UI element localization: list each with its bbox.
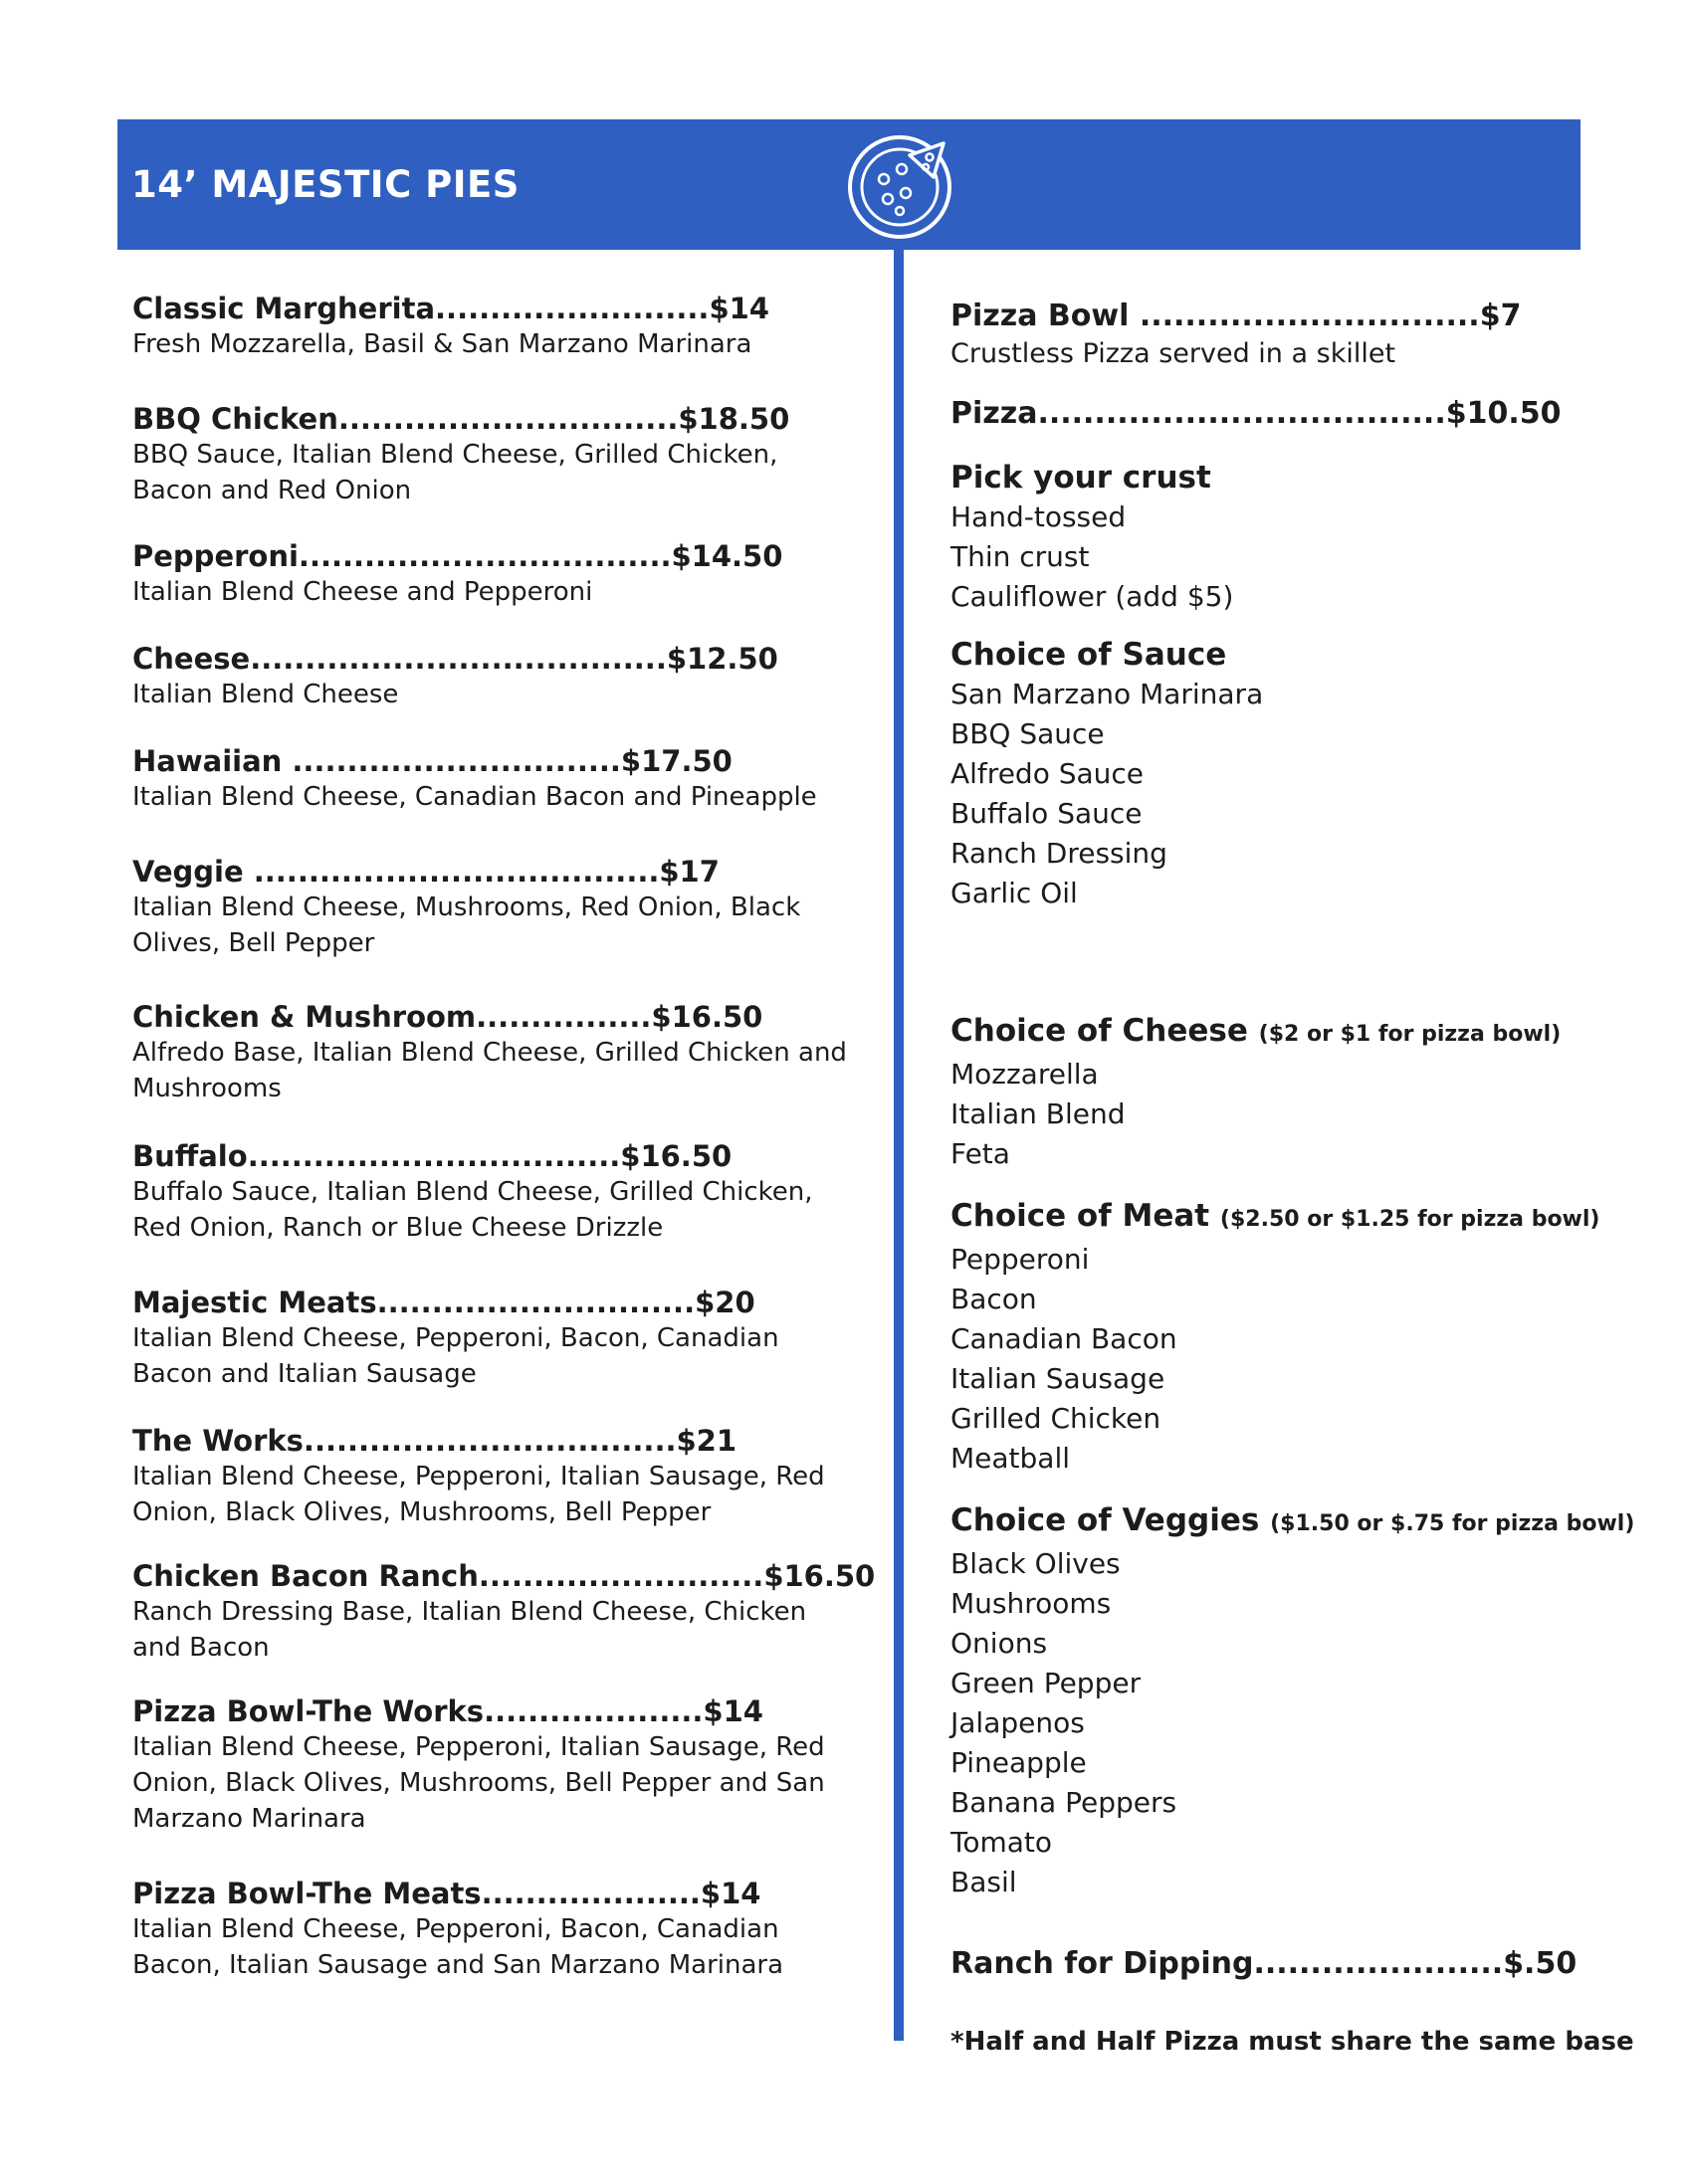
option-item: Canadian Bacon <box>950 1322 1177 1355</box>
option-item: Alfredo Sauce <box>950 757 1145 790</box>
item-name: Pizza Bowl <box>950 298 1140 333</box>
menu-item <box>132 1423 849 1530</box>
item-name: Ranch for Dipping <box>950 1946 1254 1981</box>
item-name: Pizza Bowl-The Works <box>132 1694 485 1728</box>
section-title: Choice of Sauce <box>950 637 1227 673</box>
item-name: Pepperoni <box>132 539 299 573</box>
item-price: $17.50 <box>620 744 733 778</box>
option-item: Onions <box>950 1627 1048 1660</box>
item-description: Italian Blend Cheese, Pepperoni, Bacon, Canadian Bacon, Italian Sausage and San Marzano Marinara <box>132 1914 784 1980</box>
meat-section <box>950 1196 1600 1479</box>
veggies-section <box>950 1500 1635 1902</box>
item-price: $16.50 <box>620 1139 733 1173</box>
item-dots: .................................... <box>1037 396 1446 431</box>
option-item: Pineapple <box>950 1746 1087 1779</box>
item-name: Majestic Meats <box>132 1286 377 1319</box>
ranch-item <box>950 1946 1578 1982</box>
sauce-section <box>950 635 1568 913</box>
item-description: Ranch Dressing Base, Italian Blend Cheese, Chicken and Bacon <box>132 1597 807 1663</box>
item-dots: ......................... <box>435 292 710 325</box>
item-price: $16.50 <box>763 1559 876 1593</box>
option-item: Basil <box>950 1866 1017 1898</box>
option-item: Meatball <box>950 1442 1071 1475</box>
option-item: Mozzarella <box>950 1058 1099 1091</box>
item-dots: .......................... <box>478 1559 764 1593</box>
option-item: Italian Sausage <box>950 1362 1165 1395</box>
item-dots: ...................... <box>1253 1946 1504 1981</box>
item-name: Chicken & Mushroom <box>132 1000 477 1034</box>
option-item: Thin crust <box>950 540 1090 573</box>
menu-item <box>132 291 849 362</box>
option-item: Buffalo Sauce <box>950 797 1143 830</box>
option-item: Pepperoni <box>950 1243 1090 1276</box>
menu-item <box>132 743 849 815</box>
item-price: $21 <box>676 1424 737 1458</box>
pizza-item <box>950 396 1568 432</box>
item-dots: .................... <box>481 1877 701 1910</box>
item-description: Italian Blend Cheese, Canadian Bacon and Pineapple <box>132 782 817 812</box>
menu-item <box>132 1693 849 1837</box>
item-dots: .................................. <box>303 1424 677 1458</box>
item-price: $12.50 <box>666 642 778 676</box>
option-item: Cauliflower (add $5) <box>950 580 1234 613</box>
menu-item <box>132 538 849 610</box>
item-price: $20 <box>695 1286 755 1319</box>
item-name: BBQ Chicken <box>132 402 338 436</box>
option-item: Grilled Chicken <box>950 1402 1161 1435</box>
section-note: ($2 or $1 for pizza bowl) <box>1258 1022 1562 1047</box>
cheese-section <box>950 1011 1568 1174</box>
option-item: Hand-tossed <box>950 500 1127 533</box>
item-name: Chicken Bacon Ranch <box>132 1559 479 1593</box>
item-description: BBQ Sauce, Italian Blend Cheese, Grilled Chicken, Bacon and Red Onion <box>132 440 778 505</box>
item-name: Hawaiian <box>132 744 283 778</box>
item-price: $14 <box>703 1694 763 1728</box>
option-item: Feta <box>950 1137 1010 1170</box>
pizza-bowl-item <box>950 298 1568 374</box>
item-price: $14 <box>709 292 769 325</box>
column-divider <box>894 250 904 2041</box>
option-item: Black Olives <box>950 1547 1121 1580</box>
item-price: $10.50 <box>1445 396 1562 431</box>
option-item: Green Pepper <box>950 1667 1142 1699</box>
item-description: Buffalo Sauce, Italian Blend Cheese, Grilled Chicken, Red Onion, Ranch or Blue Cheese Drizzle <box>132 1177 813 1243</box>
option-item: San Marzano Marinara <box>950 678 1264 710</box>
section-note: ($1.50 or $.75 for pizza bowl) <box>1270 1511 1635 1536</box>
crust-section <box>950 458 1568 617</box>
option-item: Ranch Dressing <box>950 837 1167 870</box>
item-name: Classic Margherita <box>132 292 436 325</box>
item-dots: ...................................... <box>250 642 667 676</box>
build-your-own <box>950 298 1635 2060</box>
item-description: Italian Blend Cheese, Mushrooms, Red Onion, Black Olives, Bell Pepper <box>132 893 801 958</box>
item-dots: ............................. <box>376 1286 696 1319</box>
item-description: Fresh Mozzarella, Basil & San Marzano Marinara <box>132 329 752 359</box>
option-item: BBQ Sauce <box>950 717 1105 750</box>
option-item: Banana Peppers <box>950 1786 1177 1819</box>
item-price: $14 <box>700 1877 761 1910</box>
option-item: Italian Blend <box>950 1097 1126 1130</box>
item-dots: .................................. <box>298 539 672 573</box>
item-dots: .................... <box>484 1694 704 1728</box>
item-dots: ................ <box>476 1000 652 1034</box>
item-description: Italian Blend Cheese, Pepperoni, Italian Sausage, Red Onion, Black Olives, Mushrooms, Bell Pepper <box>132 1462 825 1527</box>
section-title: Choice of Veggies <box>950 1502 1260 1538</box>
item-name: Cheese <box>132 642 251 676</box>
menu-item <box>132 1285 849 1392</box>
section-note: ($2.50 or $1.25 for pizza bowl) <box>1219 1207 1600 1232</box>
section-title: Choice of Cheese <box>950 1013 1248 1049</box>
menu-item <box>132 999 849 1106</box>
item-name: Pizza Bowl-The Meats <box>132 1877 482 1910</box>
item-dots: .............................. <box>1139 298 1480 333</box>
item-description: Italian Blend Cheese, Pepperoni, Italian Sausage, Red Onion, Black Olives, Mushrooms, Bell Pepper and San Marzano Marinara <box>132 1732 825 1834</box>
option-item: Mushrooms <box>950 1587 1112 1620</box>
menu-item <box>132 1138 849 1246</box>
option-item: Jalapenos <box>950 1706 1085 1739</box>
item-dots: .................................. <box>247 1139 621 1173</box>
pizza-icon <box>844 131 955 243</box>
item-name: Veggie <box>132 855 244 889</box>
section-title: Pick your crust <box>950 460 1211 496</box>
item-description: Italian Blend Cheese and Pepperoni <box>132 577 593 607</box>
item-name: Buffalo <box>132 1139 248 1173</box>
item-description: Crustless Pizza served in a skillet <box>950 338 1396 369</box>
option-item: Garlic Oil <box>950 877 1078 909</box>
menu-item <box>132 401 849 508</box>
item-description: Italian Blend Cheese, Pepperoni, Bacon, Canadian Bacon and Italian Sausage <box>132 1323 779 1389</box>
item-price: $.50 <box>1503 1946 1578 1981</box>
menu-item <box>132 1876 849 1983</box>
item-price: $16.50 <box>651 1000 763 1034</box>
banner-title: 14’ MAJESTIC PIES <box>131 163 520 206</box>
item-price: $18.50 <box>678 402 790 436</box>
menu-item <box>132 854 849 961</box>
option-item: Bacon <box>950 1283 1037 1315</box>
item-price: $7 <box>1479 298 1522 333</box>
item-price: $17 <box>659 855 720 889</box>
item-dots: ..................................... <box>243 855 660 889</box>
item-description: Alfredo Base, Italian Blend Cheese, Grilled Chicken and Mushrooms <box>132 1038 847 1103</box>
option-item: Tomato <box>950 1826 1053 1859</box>
menu-item <box>132 1558 876 1666</box>
menu-item <box>132 641 849 712</box>
item-dots: ............................... <box>337 402 679 436</box>
item-price: $14.50 <box>671 539 783 573</box>
item-description: Italian Blend Cheese <box>132 680 399 709</box>
item-name: Pizza <box>950 396 1038 431</box>
pies-list <box>132 291 876 1983</box>
item-dots: .............................. <box>282 744 621 778</box>
footnote: *Half and Half Pizza must share the same base <box>950 2027 1634 2057</box>
section-title: Choice of Meat <box>950 1198 1210 1234</box>
menu-banner <box>117 119 1580 250</box>
item-name: The Works <box>132 1424 304 1458</box>
